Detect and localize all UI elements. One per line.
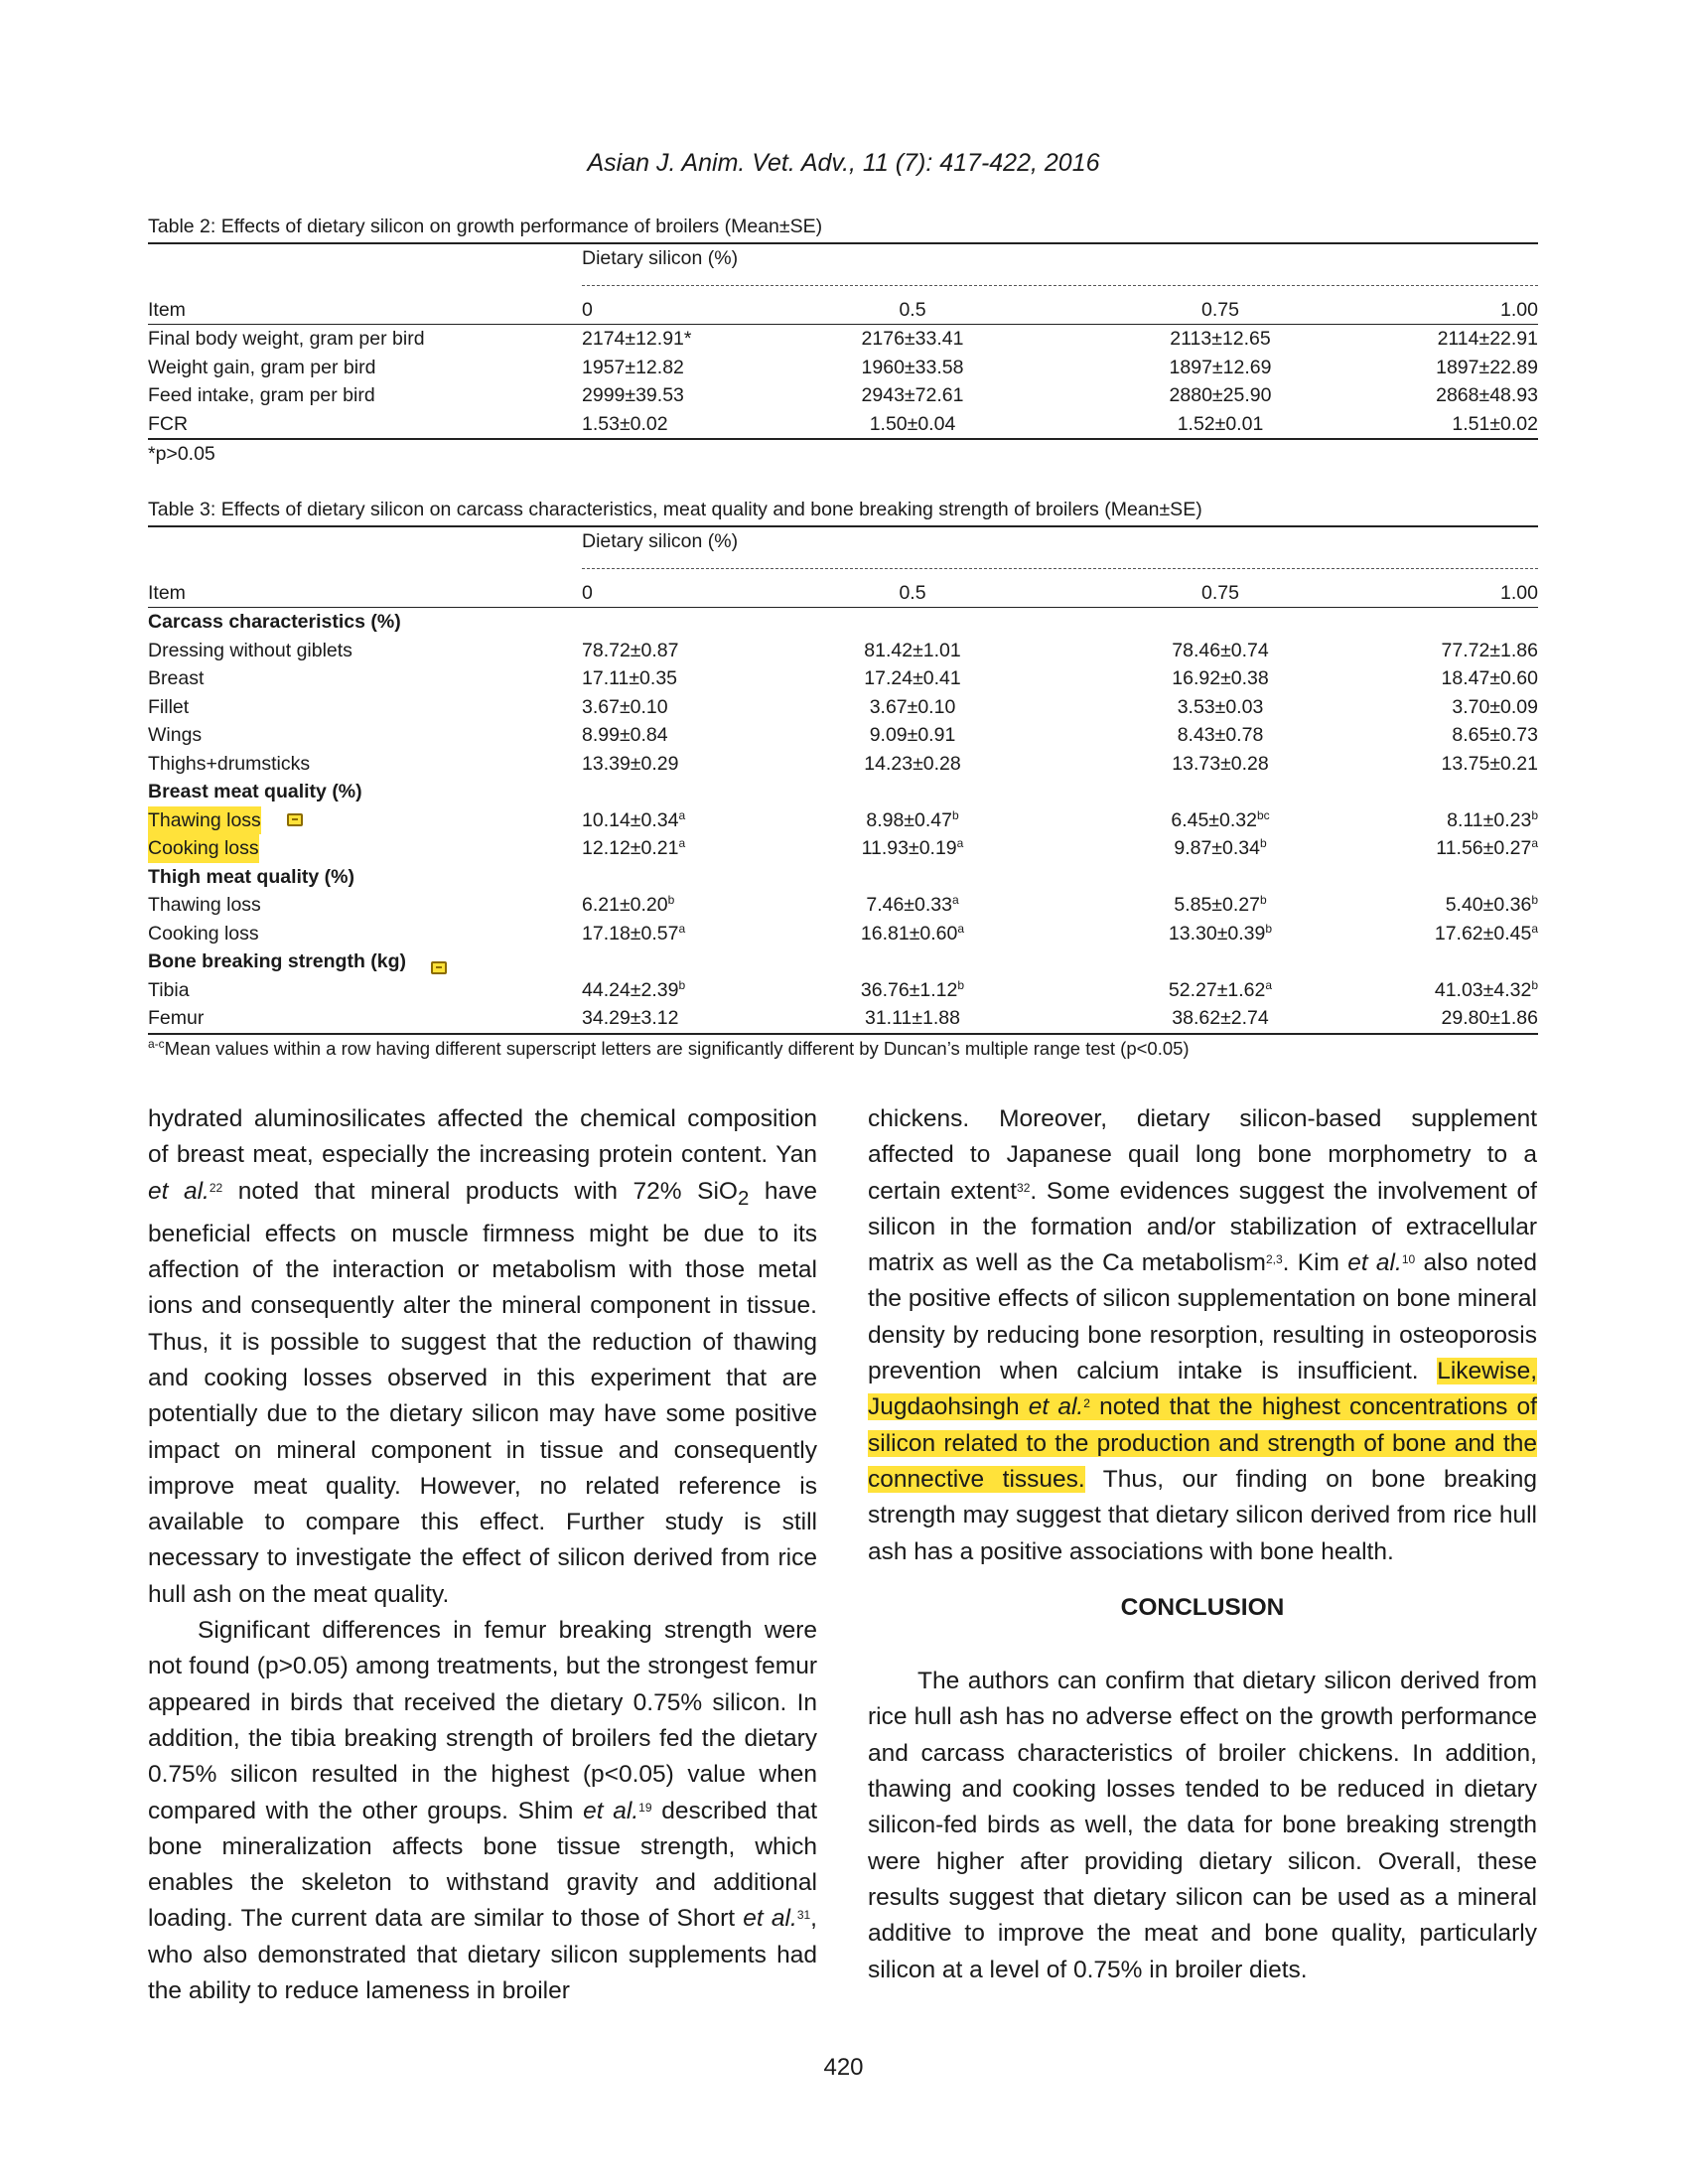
citation-ref[interactable]: 32 [1017,1180,1031,1195]
table-cell: 29.80±1.86 [1441,1007,1538,1029]
significance-letter: a [951,893,959,907]
significance-letter: b [957,977,965,992]
table-row [148,806,1538,835]
column-header: 1.00 [1500,298,1538,321]
table-cell: 2880±25.90 [1169,384,1272,406]
row-label: Weight gain, gram per bird [148,356,376,378]
table-cell [1136,806,1305,835]
table-cell [582,834,685,863]
column-header: 0.5 [899,298,926,321]
text-run: Likewise, Jugdaohsingh [868,1358,1537,1421]
footnote-body: Mean values within a row having different superscript letters are significantly different by Duncan’s multiple range test (p<0.05) [164,1037,1190,1059]
table-cell: 8.65±0.73 [1452,724,1538,746]
table-cell: 1.51±0.02 [1452,412,1538,435]
column-header: 0 [582,298,593,321]
cell-value: 8.11±0.23 [1447,808,1532,831]
significance-letter: b [1531,807,1538,822]
table-cell: 9.09±0.91 [869,724,956,746]
table-cell: 1.53±0.02 [582,412,668,435]
table-cell [582,806,685,835]
table-cell: 2113±12.65 [1170,328,1271,350]
table-3-column-header-row [148,579,1538,608]
subscript: 2 [737,1187,750,1210]
table-cell: 2174±12.91* [582,328,692,350]
row-label: Fillet [148,695,190,718]
row-label: Cooking loss [148,922,259,945]
page-number: 420 [823,2054,864,2081]
significance-letter: b [667,893,675,907]
table-cell: 2176±33.41 [861,328,964,350]
body-column-right [868,1101,1537,1988]
text-run: have beneficial effects on muscle firmness might be due to its affection of the interaction or metabolism with those metal ions and consequently alter the mineral component in tissue. Thus, it is possible to suggest that the reduction of thawing and cooking losses observed in this experiment that are potentially due to the dietary silicon may have some positive impact on mineral component in tissue and consequently improve meat quality. However, no related reference is available to compare this effect. Further study is still necessary to investigate the effect of silicon derived from rice hull ash on the meat quality. [148,1177,817,1608]
section-title: Carcass characteristics (%) [148,611,401,633]
table-cell: 38.62±2.74 [1172,1007,1269,1029]
text-run: Thus, our finding on bone breaking strength may suggest that dietary silicon derived from rice hull ash has a positive associations with bone health. [868,1465,1538,1565]
table-row [148,664,1538,693]
section-title: Breast meat quality (%) [148,781,362,802]
table-3-caption: Table 3: Effects of dietary silicon on carcass characteristics, meat quality and bone breaking strength of broilers (Mean±SE) [148,499,1202,520]
text-run: noted that the highest concentrations of silicon related to the production and strength of bone and the connective tissues. [868,1393,1537,1493]
row-label: Thighs+drumsticks [148,752,311,775]
et-al: et al. [743,1905,797,1933]
table-row [148,410,1538,439]
text-run: hydrated aluminosilicates affected the chemical composition of breast meat, especially the increasing protein content. Yan [148,1105,817,1169]
table-2-group-header-row [148,244,1538,273]
footnote-superscript: a-c [148,1036,165,1051]
section-header-thigh [148,863,1538,892]
table-cell: 3.67±0.10 [869,695,956,718]
table-cell [828,806,997,835]
paragraph [148,1613,817,2009]
et-al: et al. [583,1797,639,1824]
citation-ref[interactable]: 2,3 [1265,1252,1283,1267]
row-label: Wings [148,724,203,746]
table-cell: 1897±12.69 [1169,356,1272,378]
section-title: Bone breaking strength (kg) [148,950,407,972]
table-cell: 1960±33.58 [861,356,964,378]
table-row [148,920,1538,948]
significance-letter: b [1531,977,1538,992]
table-cell: 2999±39.53 [582,384,684,406]
significance-letter: a [1531,836,1538,850]
row-label: Breast [148,667,205,689]
et-al: et al. [1028,1393,1084,1421]
text-run: described that bone mineralization affects bone tissue strength, which enables the skeleton to withstand gravity and additional loading. The current data are similar to those of Short [148,1797,818,1933]
table-cell: 8.43±0.78 [1177,724,1264,746]
footnote-text: *p>0.05 [148,443,215,465]
text-run: noted that mineral products with 72% SiO [222,1177,738,1205]
table-cell: 2868±48.93 [1436,384,1538,406]
column-header: 0.5 [899,581,926,604]
body-column-left [148,1101,817,2009]
table-cell [582,891,674,920]
column-header: 0.75 [1201,581,1239,604]
table-cell: 78.72±0.87 [582,639,679,661]
section-header-carcass [148,608,1538,637]
table-cell [582,920,685,948]
row-label: Tibia [148,978,190,1001]
table-cell [1447,806,1538,835]
table-row [148,325,1538,354]
citation-ref[interactable]: 22 [209,1180,223,1195]
citation-ref[interactable]: 10 [1401,1252,1416,1267]
footnote-text [148,1035,1190,1064]
cell-value: 9.87±0.34 [1174,837,1260,859]
table-cell [828,834,997,863]
table-3-group-header-row [148,527,1538,556]
comment-note-icon[interactable] [431,961,447,974]
table-cell [828,976,997,1005]
cell-value: 7.46±0.33 [866,894,952,916]
table-cell [1136,976,1305,1005]
row-label: Femur [148,1007,205,1029]
table-cell: 78.46±0.74 [1172,639,1269,661]
highlighted-row-label[interactable]: Thawing loss [148,806,261,835]
column-header: 1.00 [1500,581,1538,604]
cell-value: 6.45±0.32 [1171,808,1257,831]
paragraph [148,1101,817,1613]
cell-value: 6.21±0.20 [582,894,668,916]
et-al: et al. [1347,1249,1402,1277]
table-row [148,693,1538,722]
significance-letter: b [1259,836,1267,850]
table-cell [828,891,997,920]
section-header-bone [148,947,1538,976]
table-row [148,891,1538,920]
row-label: FCR [148,412,189,435]
table-cell: 18.47±0.60 [1441,667,1538,689]
table-row [148,1004,1538,1033]
cell-value: 11.93±0.19 [861,837,957,859]
significance-letter: a [678,921,686,936]
table-cell: 3.53±0.03 [1177,695,1264,718]
row-label: Feed intake, gram per bird [148,384,375,406]
table-cell [1435,920,1538,948]
significance-letter: bc [1256,807,1270,822]
table-row [148,750,1538,779]
table-cell: 31.11±1.88 [864,1007,960,1029]
significance-letter: a [1265,977,1273,992]
comment-note-icon[interactable] [287,813,303,826]
table-cell: 3.67±0.10 [582,695,668,718]
table-row [148,354,1538,382]
table-cell: 3.70±0.09 [1452,695,1538,718]
cell-value: 5.85±0.27 [1174,894,1260,916]
paragraph [868,1101,1537,1570]
significance-letter: a [678,807,686,822]
table-cell: 14.23±0.28 [864,752,961,775]
cell-value: 16.81±0.60 [860,922,958,945]
table-2-column-header-row [148,296,1538,325]
column-header: 0.75 [1201,298,1239,321]
table-cell: 2943±72.61 [861,384,964,406]
cell-value: 5.40±0.36 [1445,894,1532,916]
table-row [148,976,1538,1005]
table-cell: 2114±22.91 [1437,328,1538,350]
table-2-group-header: Dietary silicon (%) [582,247,739,269]
conclusion-paragraph: The authors can confirm that dietary silicon derived from rice hull ash has no adverse effect on the growth performance and carcass characteristics of broiler chickens. In addition, thawing and cooking losses tended to be reduced in dietary silicon-fed birds as well, the data for bone breaking strength were higher after providing dietary silicon. Overall, these results suggest that dietary silicon can be used as a mineral additive to improve the meat and bone quality, particularly silicon at a level of 0.75% in broiler diets. [868,1668,1537,1983]
text-run: . Kim [1282,1249,1348,1277]
table-cell [1446,891,1538,920]
cell-value: 8.98±0.47 [866,808,952,831]
row-label: Dressing without giblets [148,639,352,661]
table-cell: 34.29±3.12 [582,1007,679,1029]
significance-letter: a [956,836,964,850]
table-2-caption: Table 2: Effects of dietary silicon on growth performance of broilers (Mean±SE) [148,216,823,237]
significance-letter: a [957,921,965,936]
cell-value: 52.27±1.62 [1168,978,1266,1001]
cell-value: 11.56±0.27 [1436,837,1532,859]
row-label: Thawing loss [148,894,261,916]
significance-letter: b [1259,893,1267,907]
significance-letter: b [678,977,686,992]
cell-value: 13.30±0.39 [1168,922,1266,945]
significance-letter: a [1531,921,1538,936]
table-2-footnote [148,440,1538,469]
column-header: Item [148,298,186,321]
table-cell: 77.72±1.86 [1441,639,1538,661]
table-cell: 17.11±0.35 [582,667,678,689]
table-cell: 8.99±0.84 [582,724,668,746]
section-header-breast [148,778,1538,806]
citation-ref[interactable]: 2 [1083,1396,1090,1411]
citation-ref[interactable]: 31 [796,1908,811,1923]
et-al: et al. [148,1177,210,1205]
table-cell [828,920,997,948]
column-header: Item [148,581,186,604]
text-run: Significant differences in femur breaking strength were not found (p>0.05) among treatments, but the strongest femur appeared in birds that received the dietary 0.75% silicon. In addition, the tibia breaking strength of broilers fed the dietary 0.75% silicon resulted in the highest (p<0.05) value when compared with the other groups. Shim [148,1617,817,1824]
significance-letter: b [1531,893,1538,907]
highlighted-row-label[interactable]: Cooking loss [148,834,259,863]
table-cell [1435,976,1538,1005]
conclusion-heading: CONCLUSION [1120,1593,1285,1621]
table-cell: 81.42±1.01 [864,639,961,661]
significance-letter: b [951,807,959,822]
table-cell [1136,920,1305,948]
cell-value: 41.03±4.32 [1434,978,1532,1001]
cell-value: 12.12±0.21 [582,837,679,859]
section-title: Thigh meat quality (%) [148,865,355,888]
column-header: 0 [582,581,593,604]
cell-value: 36.76±1.12 [860,978,958,1001]
table-cell [582,976,685,1005]
journal-header: Asian J. Anim. Vet. Adv., 11 (7): 417-422, 2016 [587,149,1100,177]
table-cell: 13.39±0.29 [582,752,679,775]
table-cell: 1897±22.89 [1436,356,1538,378]
table-3 [148,499,1538,1063]
table-cell: 17.24±0.41 [864,667,961,689]
text-run: chickens. Moreover, dietary silicon-based supplement affected to Japanese quail long bone morphometry to a certain extent [868,1105,1537,1205]
table-cell [1136,834,1305,863]
table-cell [1436,834,1538,863]
cell-value: 17.62±0.45 [1434,922,1532,945]
table-row [148,637,1538,665]
table-cell: 16.92±0.38 [1172,667,1269,689]
table-row [148,834,1538,863]
text-run: . Some evidences suggest the involvement of silicon in the formation and/or stabilization of extracellular matrix as well as the Ca metabolism [868,1177,1537,1277]
table-cell: 1.52±0.01 [1177,412,1264,435]
significance-letter: a [678,836,686,850]
text-run: also noted the positive effects of silicon supplementation on bone mineral density by reducing bone resorption, resulting in osteoporosis prevention when calcium intake is insufficient. [868,1249,1537,1385]
cell-value: 17.18±0.57 [582,922,679,945]
table-3-footnote [148,1035,1538,1064]
table-cell: 1.50±0.04 [869,412,956,435]
table-cell: 13.75±0.21 [1441,752,1538,775]
table-3-group-header: Dietary silicon (%) [582,530,739,552]
text-run: , who also demonstrated that dietary silicon supplements had the ability to reduce lameness in broiler [148,1905,817,2005]
table-cell: 13.73±0.28 [1172,752,1269,775]
table-row [148,721,1538,750]
cell-value: 10.14±0.34 [582,808,679,831]
significance-letter: b [1265,921,1273,936]
citation-ref[interactable]: 19 [638,1800,652,1815]
table-cell: 1957±12.82 [582,356,684,378]
table-cell [1136,891,1305,920]
table-2 [148,216,1538,469]
table-row [148,381,1538,410]
cell-value: 44.24±2.39 [582,978,679,1001]
row-label: Final body weight, gram per bird [148,328,425,350]
